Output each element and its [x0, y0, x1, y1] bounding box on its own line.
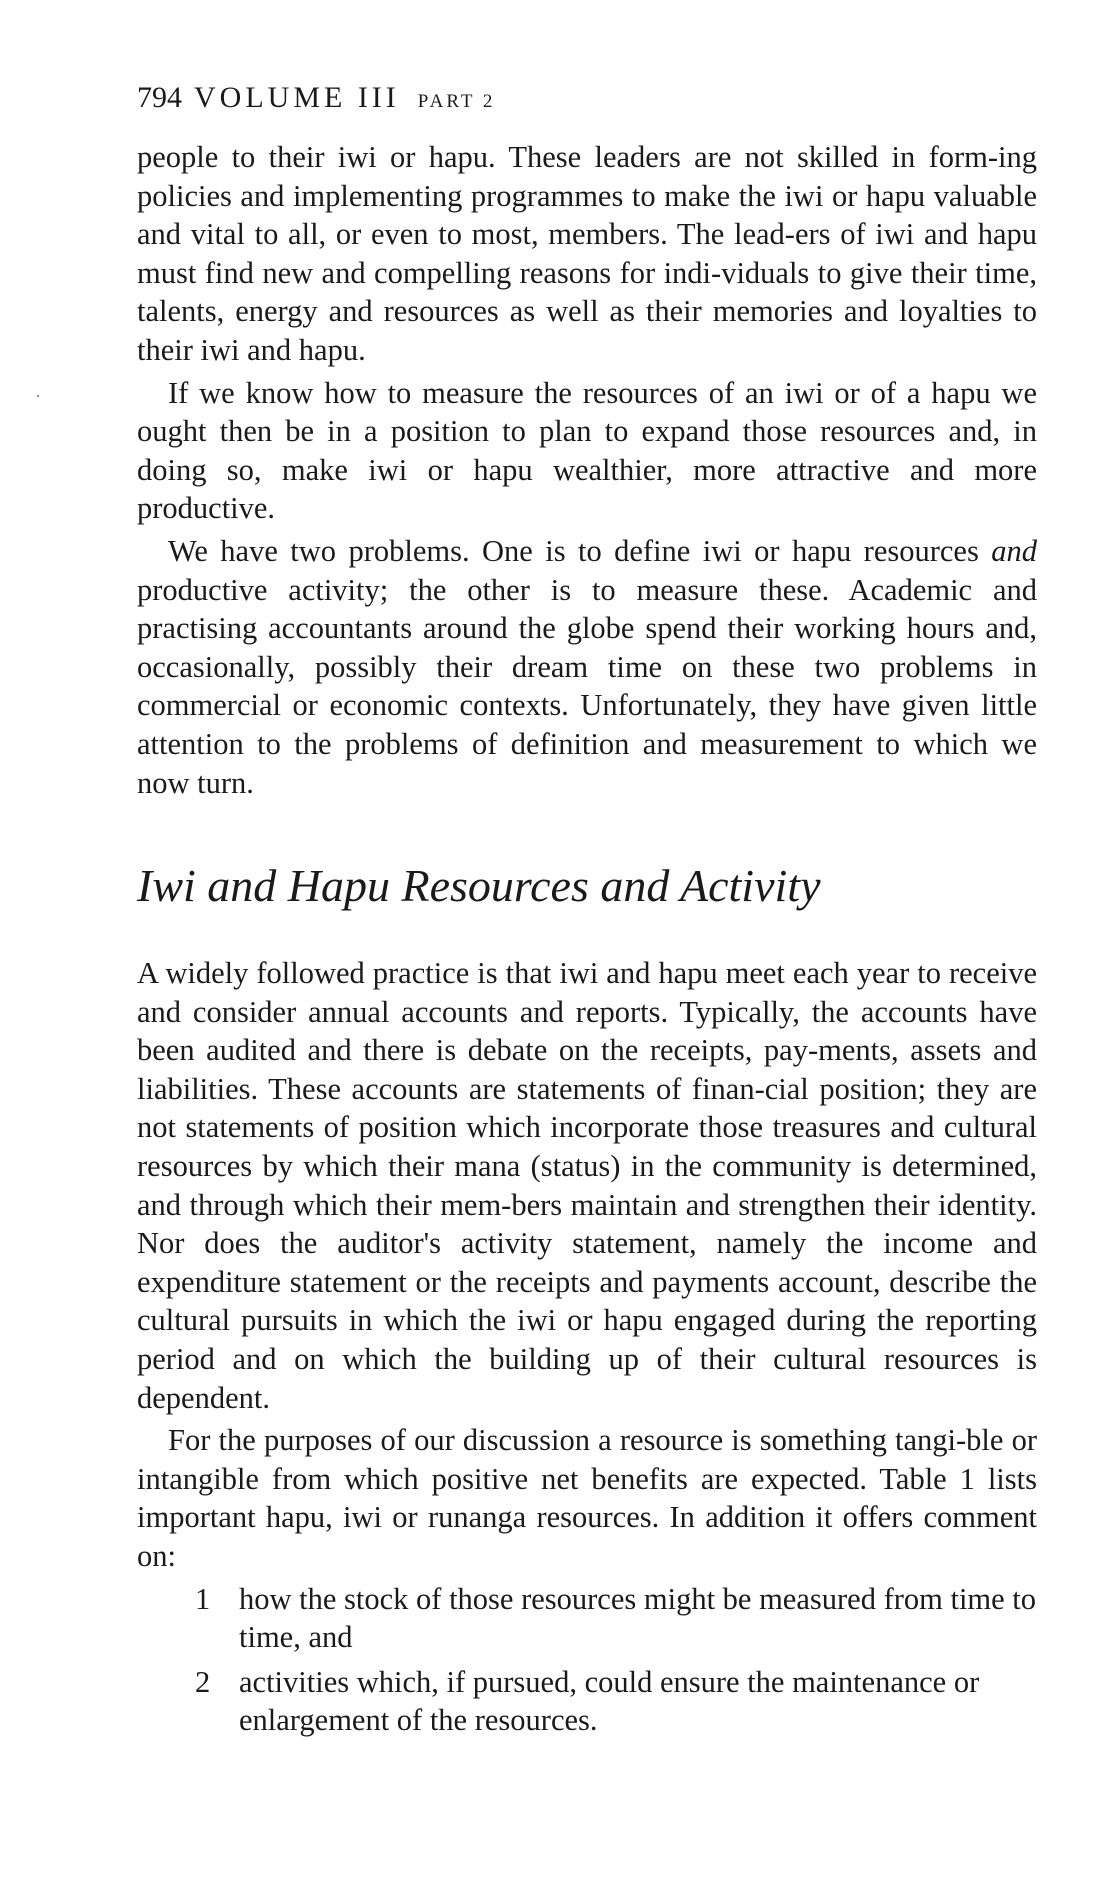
problems-rest-text: productive activity; the other is to measure these. Academic and practising accountants around the globe spend their working hours and, occasionally, possibly their dream time on these two problems in commercial or economic contexts. Unfortunately, they have given little attention to the problems of definition and measurement to which we now turn. [137, 572, 1037, 800]
body-paragraph-problems [137, 532, 1037, 802]
book-page [137, 78, 1037, 1746]
list-item [137, 1663, 1037, 1740]
part-label: PART 2 [417, 91, 496, 112]
running-head [137, 78, 1037, 122]
section-heading: Iwi and Hapu Resources and Activity [137, 860, 821, 912]
body-paragraph-resource-definition: For the purposes of our discussion a resource is something tangi-ble or intangible from which positive net benefits are expected. Table 1 lists important hapu, iwi or runanga resources. In addition it offers comment on: [137, 1423, 1037, 1573]
list-item-text: how the stock of those resources might be measured from time to time, and [239, 1581, 1037, 1655]
list-item-number: 1 [195, 1581, 211, 1616]
scan-speck [37, 395, 39, 397]
body-paragraph-practice: A widely followed practice is that iwi and hapu meet each year to receive and consider annual accounts and reports. Typically, the accounts have been audited and there is debate on the receipts, pay-ments, assets and liabilities. These accounts are statements of finan-cial position; they are not statements of position which incorporate those treasures and cultural resources by which their mana (status) in the community is determined, and through which their mem-bers maintain and strengthen their identity. Nor does the auditor's activity statement, namely the income and expenditure statement or the receipts and payments account, describe the cultural pursuits in which the iwi or hapu engaged during the reporting period and on which the building up of their cultural resources is dependent. [137, 956, 1037, 1415]
page-number: 794 [137, 81, 182, 114]
numbered-list [137, 1580, 1037, 1740]
body-paragraph-continued: people to their iwi or hapu. These leaders are not skilled in form-ing policies and implementing programmes to make the iwi or hapu valuable and vital to all, or even to most, members. The lead-ers of iwi and hapu must find new and compelling reasons for indi-viduals to give their time, talents, energy and resources as well as their memories and loyalties to their iwi and hapu. [137, 140, 1037, 367]
list-item [137, 1580, 1037, 1657]
list-item-number: 2 [195, 1664, 211, 1699]
emphasis-and: and [991, 533, 1037, 568]
volume-label: VOLUME III [194, 81, 400, 114]
list-item-text: activities which, if pursued, could ensure the maintenance or enlargement of the resources. [239, 1664, 980, 1738]
body-paragraph-measure: If we know how to measure the resources of an iwi or of a hapu we ought then be in a position to plan to expand those resources and, in doing so, make iwi or hapu wealthier, more attractive and more productive. [137, 375, 1037, 526]
problems-lead-text: We have two problems. One is to define iwi or hapu resources [168, 533, 992, 568]
